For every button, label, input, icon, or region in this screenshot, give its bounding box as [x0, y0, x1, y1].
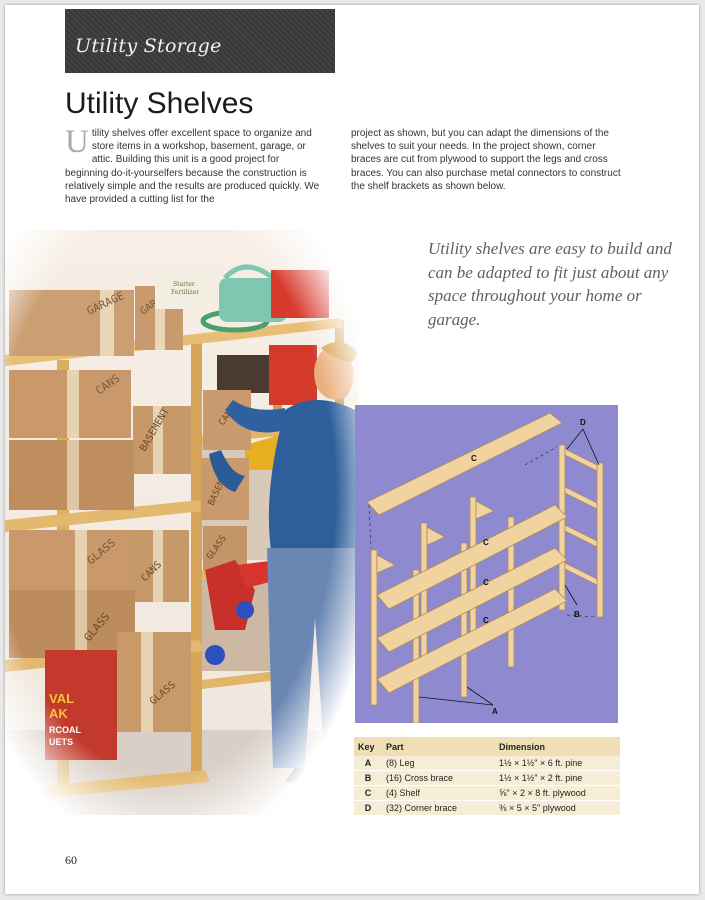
section-banner [65, 9, 335, 73]
row-dimension: 1½ × 1½" × 2 ft. pine [495, 771, 620, 786]
document-page [5, 5, 699, 894]
diagram-leg [597, 463, 603, 617]
diagram-label-corner-brace: D [580, 418, 586, 427]
table-row [354, 771, 620, 786]
shelves-photo [5, 230, 359, 815]
row-dimension: 1½ × 1½" × 6 ft. pine [495, 756, 620, 771]
shelf-diagram [355, 405, 618, 723]
row-key: B [354, 771, 382, 786]
row-dimension: ⅜ × 5 × 5" plywood [495, 801, 620, 816]
diagram-label-cross-brace: B [574, 610, 580, 619]
diagram-label-shelf-2: C [483, 578, 489, 587]
page-title: Utility Shelves [65, 87, 254, 120]
table-row [354, 786, 620, 801]
table-row [354, 756, 620, 771]
intro-column-left [65, 124, 323, 206]
row-part: (16) Cross brace [382, 771, 495, 786]
diagram-label-leg: A [492, 707, 498, 716]
pull-quote: Utility shelves are easy to build and can be adapted to fit just about any space throughout your home or garage. [428, 239, 672, 329]
intro-column-right: project as shown, but you can adapt the dimensions of the shelves to suit your needs. In the project shown, corner braces are cut from plywood to support the legs and cross braces. You can also purchase metal connectors to construct the shelf brackets as shown below. [351, 128, 621, 192]
drop-cap: U [65, 124, 89, 160]
table-header-row [354, 737, 620, 756]
diagram-leg [470, 497, 476, 645]
page-number: 60 [65, 853, 77, 867]
row-part: (32) Corner brace [382, 801, 495, 816]
diagram-leg [371, 550, 377, 705]
intro-text-left: tility shelves offer excellent space to organize and store items in a workshop, basement, garage, or attic. Building this unit is a good project for beginning do-it-yourselfers because the construction is relatively simple and the results are produced quickly. We have provided a cutting list for the [65, 128, 320, 206]
diagram-label-shelf-1: C [483, 538, 489, 547]
row-key: C [354, 786, 382, 801]
row-key: D [354, 801, 382, 816]
section-banner-text: Utility Storage [75, 35, 222, 57]
cutting-list-table [354, 737, 620, 816]
table-row [354, 801, 620, 816]
diagram-leg [421, 523, 427, 675]
column-header-dimension: Dimension [495, 737, 620, 756]
row-part: (4) Shelf [382, 786, 495, 801]
diagram-label-top-shelf: C [471, 454, 477, 463]
diagram-leg [559, 445, 565, 610]
row-key: A [354, 756, 382, 771]
row-dimension: ⅝" × 2 × 8 ft. plywood [495, 786, 620, 801]
row-part: (8) Leg [382, 756, 495, 771]
column-header-part: Part [382, 737, 495, 756]
diagram-label-shelf-3: C [483, 616, 489, 625]
column-header-key: Key [354, 737, 382, 756]
